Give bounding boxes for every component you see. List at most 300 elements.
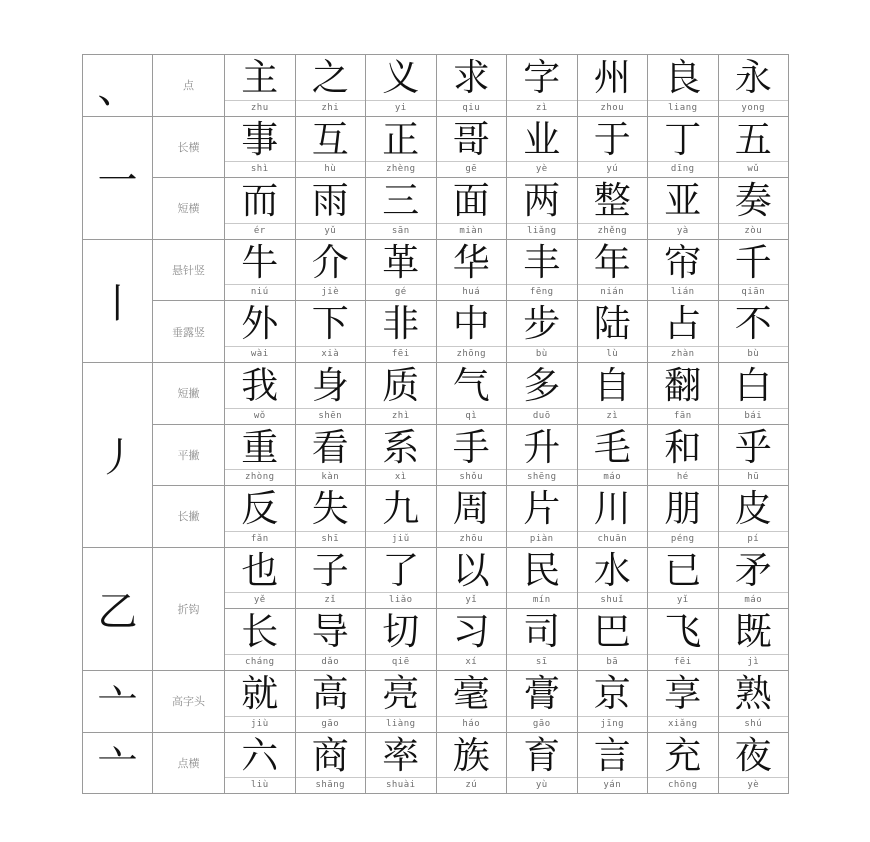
example-character: 多 <box>523 363 561 407</box>
character-cell <box>718 362 789 424</box>
pinyin-label: yè <box>507 161 577 177</box>
character-cell <box>507 670 578 732</box>
pinyin-label: liǎng <box>507 223 577 239</box>
example-character: 九 <box>382 487 420 531</box>
character-cell <box>507 55 578 117</box>
character-cell <box>366 239 437 301</box>
pinyin-label: fēng <box>507 284 577 300</box>
character-cell <box>225 239 296 301</box>
pinyin-label: wǒ <box>225 408 295 424</box>
character-cell <box>225 486 296 548</box>
character-cell <box>366 424 437 486</box>
example-character: 身 <box>311 363 349 407</box>
pinyin-label: mín <box>507 592 577 608</box>
example-character: 乎 <box>734 425 772 469</box>
example-character: 族 <box>452 733 490 777</box>
character-cell <box>436 424 507 486</box>
character-cell <box>507 732 578 794</box>
example-character: 下 <box>311 302 349 346</box>
character-cell <box>225 609 296 671</box>
character-cell <box>507 609 578 671</box>
pinyin-label: zhì <box>366 408 436 424</box>
character-cell <box>648 301 719 363</box>
pinyin-label: huá <box>437 284 507 300</box>
character-cell <box>225 424 296 486</box>
pinyin-label: fǎn <box>225 531 295 547</box>
pinyin-label: dīng <box>648 161 718 177</box>
pinyin-label: niú <box>225 284 295 300</box>
pinyin-label: zhōu <box>437 531 507 547</box>
pinyin-label: jīng <box>578 716 648 732</box>
basic-stroke: 亠 <box>83 732 153 794</box>
pinyin-label: fān <box>648 408 718 424</box>
character-cell <box>295 424 366 486</box>
pinyin-label: piàn <box>507 531 577 547</box>
pinyin-label: gē <box>437 161 507 177</box>
pinyin-label: hé <box>648 469 718 485</box>
example-character: 商 <box>311 733 349 777</box>
character-cell <box>577 670 648 732</box>
example-character: 正 <box>382 117 420 161</box>
character-cell <box>577 424 648 486</box>
example-character: 整 <box>593 179 631 223</box>
character-cell <box>366 486 437 548</box>
character-cell <box>225 732 296 794</box>
table-row <box>83 670 789 732</box>
pinyin-label: xí <box>437 654 507 670</box>
example-character: 白 <box>734 363 772 407</box>
pinyin-label: zhòng <box>225 469 295 485</box>
example-character: 飞 <box>664 610 702 654</box>
pinyin-label: bái <box>719 408 789 424</box>
pinyin-label: lù <box>578 346 648 362</box>
character-cell <box>718 609 789 671</box>
example-character: 了 <box>382 548 420 592</box>
example-character: 而 <box>241 179 279 223</box>
table-row <box>83 547 789 609</box>
character-cell <box>225 547 296 609</box>
pinyin-label: zhu <box>225 100 295 116</box>
pinyin-label: liù <box>225 777 295 793</box>
example-character: 导 <box>311 610 349 654</box>
pinyin-label: yú <box>578 161 648 177</box>
pinyin-label: qiān <box>719 284 789 300</box>
example-character: 膏 <box>523 671 561 715</box>
example-character: 革 <box>382 240 420 284</box>
basic-stroke: 丿 <box>83 362 153 547</box>
character-cell <box>507 486 578 548</box>
character-cell <box>577 116 648 178</box>
example-character: 自 <box>593 363 631 407</box>
pinyin-label: zhōng <box>437 346 507 362</box>
example-character: 义 <box>382 56 420 99</box>
example-character: 互 <box>311 117 349 161</box>
character-cell <box>577 362 648 424</box>
example-character: 系 <box>382 425 420 469</box>
example-character: 牛 <box>241 240 279 284</box>
character-cell <box>366 301 437 363</box>
example-character: 切 <box>382 610 420 654</box>
pinyin-label: fēi <box>366 346 436 362</box>
character-cell <box>718 239 789 301</box>
stroke-type-label: 短横 <box>153 178 225 240</box>
example-character: 司 <box>523 610 561 654</box>
example-character: 川 <box>593 487 631 531</box>
example-character: 升 <box>523 425 561 469</box>
example-character: 帘 <box>664 240 702 284</box>
example-character: 看 <box>311 425 349 469</box>
character-cell <box>436 609 507 671</box>
example-character: 亚 <box>664 179 702 223</box>
pinyin-label: lián <box>648 284 718 300</box>
example-character: 两 <box>523 179 561 223</box>
character-cell <box>295 239 366 301</box>
character-cell <box>366 362 437 424</box>
character-cell <box>295 116 366 178</box>
pinyin-label: jiù <box>225 716 295 732</box>
example-character: 三 <box>382 179 420 223</box>
pinyin-label: wǔ <box>719 161 789 177</box>
table-row <box>83 178 789 240</box>
pinyin-label: qì <box>437 408 507 424</box>
example-character: 五 <box>734 117 772 161</box>
character-cell <box>648 732 719 794</box>
character-cell <box>718 116 789 178</box>
stroke-type-label: 高字头 <box>153 670 225 732</box>
pinyin-label: shī <box>296 531 366 547</box>
pinyin-label: jiǔ <box>366 531 436 547</box>
pinyin-label: hù <box>296 161 366 177</box>
example-character: 步 <box>523 302 561 346</box>
character-cell <box>577 239 648 301</box>
character-cell <box>436 362 507 424</box>
pinyin-label: chōng <box>648 777 718 793</box>
pinyin-label: shuài <box>366 777 436 793</box>
pinyin-label: kàn <box>296 469 366 485</box>
pinyin-label: xià <box>296 346 366 362</box>
pinyin-label: zhou <box>578 100 648 116</box>
pinyin-label: bù <box>507 346 577 362</box>
pinyin-label: zhèng <box>366 161 436 177</box>
example-character: 就 <box>241 671 279 715</box>
character-cell <box>366 670 437 732</box>
pinyin-label: shì <box>225 161 295 177</box>
pinyin-label: jì <box>719 654 789 670</box>
character-cell <box>648 178 719 240</box>
example-character: 良 <box>664 56 702 99</box>
example-character: 介 <box>311 240 349 284</box>
pinyin-label: háo <box>437 716 507 732</box>
stroke-type-label: 短撇 <box>153 362 225 424</box>
character-cell <box>648 116 719 178</box>
pinyin-label: yán <box>578 777 648 793</box>
table-row <box>83 732 789 794</box>
example-character: 率 <box>382 733 420 777</box>
character-cell <box>507 362 578 424</box>
example-character: 既 <box>734 610 772 654</box>
stroke-type-label: 点 <box>153 55 225 117</box>
stroke-type-label: 折钩 <box>153 547 225 670</box>
example-character: 长 <box>241 610 279 654</box>
pinyin-label: chuān <box>578 531 648 547</box>
character-cell <box>718 55 789 117</box>
pinyin-label: hū <box>719 469 789 485</box>
pinyin-label: zǐ <box>296 592 366 608</box>
pinyin-label: péng <box>648 531 718 547</box>
character-cell <box>295 670 366 732</box>
pinyin-label: cháng <box>225 654 295 670</box>
character-cell <box>507 239 578 301</box>
pinyin-label: gé <box>366 284 436 300</box>
character-cell <box>295 55 366 117</box>
pinyin-label: yù <box>507 777 577 793</box>
character-cell <box>295 609 366 671</box>
example-character: 业 <box>523 117 561 161</box>
character-cell <box>436 486 507 548</box>
stroke-type-label: 悬针竖 <box>153 239 225 301</box>
character-cell <box>577 547 648 609</box>
character-cell <box>295 362 366 424</box>
character-cell <box>507 178 578 240</box>
example-character: 皮 <box>734 487 772 531</box>
pinyin-label: shuǐ <box>578 592 648 608</box>
character-cell <box>436 301 507 363</box>
character-cell <box>648 55 719 117</box>
pinyin-label: gāo <box>296 716 366 732</box>
example-character: 反 <box>241 487 279 531</box>
pinyin-label: yǐ <box>648 592 718 608</box>
pinyin-label: zhàn <box>648 346 718 362</box>
character-cell <box>366 609 437 671</box>
basic-stroke: 、 <box>83 55 153 117</box>
pinyin-label: fēi <box>648 654 718 670</box>
pinyin-label: yě <box>225 592 295 608</box>
character-cell <box>718 424 789 486</box>
example-character: 六 <box>241 733 279 777</box>
example-character: 言 <box>593 733 631 777</box>
pinyin-label: shēn <box>296 408 366 424</box>
stroke-type-label: 垂露竖 <box>153 301 225 363</box>
character-cell <box>648 239 719 301</box>
character-cell <box>577 486 648 548</box>
pinyin-label: xì <box>366 469 436 485</box>
example-character: 以 <box>452 548 490 592</box>
character-cell <box>718 486 789 548</box>
character-cell <box>436 178 507 240</box>
character-cell <box>718 670 789 732</box>
character-cell <box>718 732 789 794</box>
character-cell <box>295 486 366 548</box>
example-character: 气 <box>452 363 490 407</box>
character-cell <box>225 178 296 240</box>
character-cell <box>718 301 789 363</box>
example-character: 字 <box>523 56 561 99</box>
example-character: 翻 <box>664 363 702 407</box>
pinyin-label: gāo <box>507 716 577 732</box>
example-character: 亮 <box>382 671 420 715</box>
example-character: 水 <box>593 548 631 592</box>
character-cell <box>366 55 437 117</box>
example-character: 毛 <box>593 425 631 469</box>
example-character: 非 <box>382 302 420 346</box>
example-character: 我 <box>241 363 279 407</box>
pinyin-label: shāng <box>296 777 366 793</box>
pinyin-label: shú <box>719 716 789 732</box>
table-row <box>83 239 789 301</box>
character-cell <box>225 670 296 732</box>
character-cell <box>436 547 507 609</box>
character-cell <box>507 301 578 363</box>
stroke-type-label: 长横 <box>153 116 225 178</box>
example-character: 京 <box>593 671 631 715</box>
character-cell <box>648 486 719 548</box>
example-character: 丁 <box>664 117 702 161</box>
pinyin-label: yǐ <box>437 592 507 608</box>
example-character: 奏 <box>734 179 772 223</box>
character-cell <box>648 424 719 486</box>
example-character: 之 <box>311 56 349 99</box>
example-character: 华 <box>452 240 490 284</box>
pinyin-label: zú <box>437 777 507 793</box>
pinyin-label: dǎo <box>296 654 366 670</box>
example-character: 年 <box>593 240 631 284</box>
example-character: 习 <box>452 610 490 654</box>
character-cell <box>295 301 366 363</box>
character-cell <box>507 424 578 486</box>
stroke-type-label: 平撇 <box>153 424 225 486</box>
stroke-type-label: 点横 <box>153 732 225 794</box>
pinyin-label: wài <box>225 346 295 362</box>
character-cell <box>648 609 719 671</box>
pinyin-label: liang <box>648 100 718 116</box>
example-character: 夜 <box>734 733 772 777</box>
character-cell <box>366 178 437 240</box>
character-cell <box>577 178 648 240</box>
character-cell <box>436 670 507 732</box>
example-character: 事 <box>241 117 279 161</box>
pinyin-label: zì <box>578 408 648 424</box>
example-character: 哥 <box>452 117 490 161</box>
character-cell <box>366 732 437 794</box>
character-cell <box>295 178 366 240</box>
example-character: 州 <box>593 56 631 99</box>
example-character: 子 <box>311 548 349 592</box>
example-character: 占 <box>664 302 702 346</box>
pinyin-label: bā <box>578 654 648 670</box>
table-row <box>83 116 789 178</box>
pinyin-label: yong <box>719 100 789 116</box>
character-cell <box>436 55 507 117</box>
example-character: 民 <box>523 548 561 592</box>
character-cell <box>507 116 578 178</box>
example-character: 片 <box>523 487 561 531</box>
character-cell <box>718 547 789 609</box>
pinyin-label: yi <box>366 100 436 116</box>
pinyin-label: xiǎng <box>648 716 718 732</box>
basic-stroke: 亠 <box>83 670 153 732</box>
character-cell <box>225 362 296 424</box>
pinyin-label: yǔ <box>296 223 366 239</box>
example-character: 质 <box>382 363 420 407</box>
pinyin-label: yà <box>648 223 718 239</box>
table-row <box>83 424 789 486</box>
character-cell <box>295 547 366 609</box>
example-character: 永 <box>734 56 772 99</box>
character-cell <box>577 55 648 117</box>
character-cell <box>366 547 437 609</box>
example-character: 丰 <box>523 240 561 284</box>
example-character: 毫 <box>452 671 490 715</box>
example-character: 和 <box>664 425 702 469</box>
table-row <box>83 486 789 548</box>
character-cell <box>577 609 648 671</box>
example-character: 朋 <box>664 487 702 531</box>
pinyin-label: sī <box>507 654 577 670</box>
pinyin-label: shēng <box>507 469 577 485</box>
pinyin-label: qiu <box>437 100 507 116</box>
example-character: 重 <box>241 425 279 469</box>
example-character: 雨 <box>311 179 349 223</box>
example-character: 于 <box>593 117 631 161</box>
character-cell <box>577 732 648 794</box>
pinyin-label: zòu <box>719 223 789 239</box>
pinyin-label: zhěng <box>578 223 648 239</box>
character-cell <box>577 301 648 363</box>
character-cell <box>225 116 296 178</box>
basic-stroke: 一 <box>83 116 153 239</box>
table-body <box>83 55 789 794</box>
basic-stroke: 乙 <box>83 547 153 670</box>
pinyin-label: zhi <box>296 100 366 116</box>
character-cell <box>648 547 719 609</box>
example-character: 也 <box>241 548 279 592</box>
pinyin-label: máo <box>719 592 789 608</box>
pinyin-label: pí <box>719 531 789 547</box>
character-cell <box>648 362 719 424</box>
character-cell <box>295 732 366 794</box>
example-character: 手 <box>452 425 490 469</box>
basic-stroke: 丨 <box>83 239 153 362</box>
example-character: 育 <box>523 733 561 777</box>
pinyin-label: zì <box>507 100 577 116</box>
example-character: 高 <box>311 671 349 715</box>
example-character: 熟 <box>734 671 772 715</box>
character-cell <box>648 670 719 732</box>
example-character: 失 <box>311 487 349 531</box>
character-cell <box>366 116 437 178</box>
character-cell <box>718 178 789 240</box>
pinyin-label: ér <box>225 223 295 239</box>
example-character: 求 <box>452 56 490 99</box>
pinyin-label: liǎo <box>366 592 436 608</box>
pinyin-label: bù <box>719 346 789 362</box>
stroke-practice-table <box>82 54 789 794</box>
example-character: 矛 <box>734 548 772 592</box>
pinyin-label: miàn <box>437 223 507 239</box>
character-cell <box>225 55 296 117</box>
table-row <box>83 55 789 117</box>
example-character: 千 <box>734 240 772 284</box>
character-cell <box>436 239 507 301</box>
table-row <box>83 301 789 363</box>
example-character: 不 <box>734 302 772 346</box>
pinyin-label: jiè <box>296 284 366 300</box>
example-character: 陆 <box>593 302 631 346</box>
pinyin-label: sān <box>366 223 436 239</box>
example-character: 充 <box>664 733 702 777</box>
pinyin-label: duō <box>507 408 577 424</box>
example-character: 已 <box>664 548 702 592</box>
